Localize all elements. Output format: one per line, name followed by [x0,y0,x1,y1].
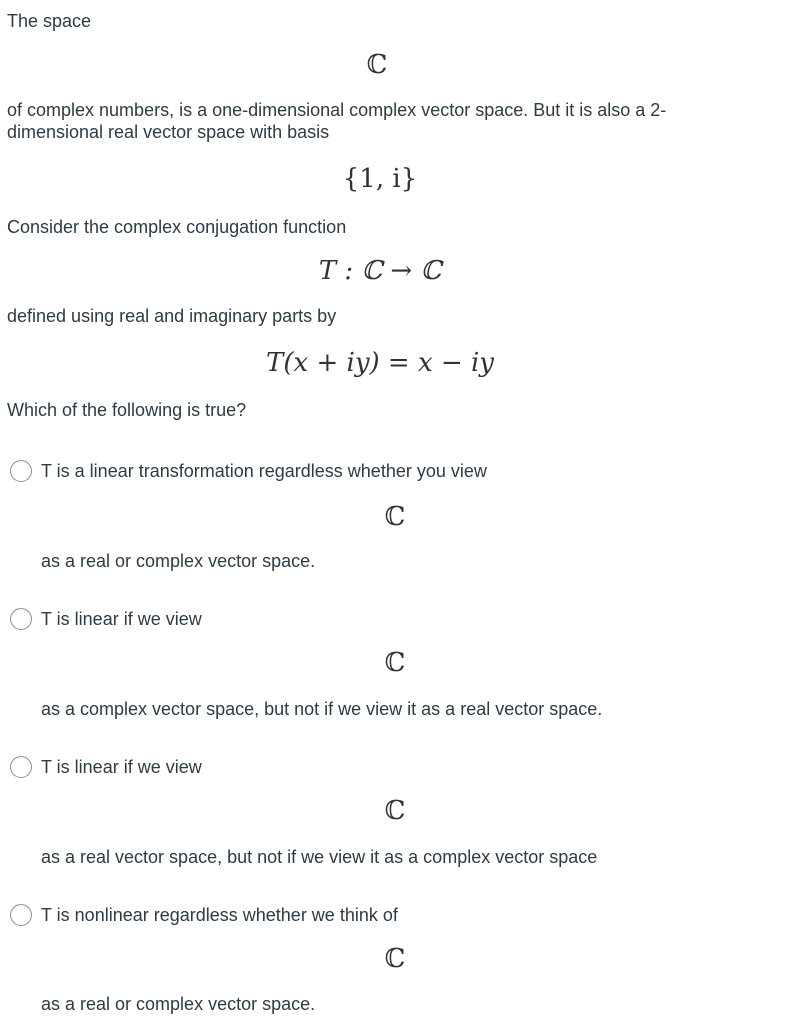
basis-set: {1, i} [342,164,418,194]
complex-set-symbol: ℂ [366,50,388,80]
consider-text: Consider the complex conjugation function [7,217,347,237]
option-label: T is a linear transformation regardless whether you view [41,461,487,481]
answer-option-3[interactable] [10,755,750,779]
question-intro: The space [7,11,92,31]
radio-button[interactable] [10,904,32,926]
question-prompt: Which of the following is true? [7,400,247,420]
option-label: T is linear if we view [41,757,202,777]
radio-button[interactable] [10,608,32,630]
complex-set-symbol: ℂ [384,502,406,532]
answer-option-1[interactable] [10,459,750,483]
radio-button[interactable] [10,460,32,482]
question-description: of complex numbers, is a one-dimensional complex vector space. But it is also a 2-dimensional real vector space with basis [7,100,667,142]
complex-set-symbol: ℂ [384,796,406,826]
radio-button[interactable] [10,756,32,778]
option-trailing-text: as a real or complex vector space. [41,551,316,571]
defined-text: defined using real and imaginary parts by [7,306,337,326]
option-label: T is linear if we view [41,609,202,629]
conjugation-definition: T(x + iy) = x − iy [266,348,494,378]
option-trailing-text: as a complex vector space, but not if we view it as a real vector space. [41,699,603,719]
option-trailing-text: as a real or complex vector space. [41,994,316,1014]
complex-set-symbol: ℂ [384,944,406,974]
option-trailing-text: as a real vector space, but not if we view it as a complex vector space [41,847,598,867]
answer-option-4[interactable] [10,903,750,927]
complex-set-symbol: ℂ [384,648,406,678]
conjugation-map: T : ℂ → ℂ [318,256,442,286]
option-label: T is nonlinear regardless whether we think of [41,905,398,925]
answer-option-2[interactable] [10,607,750,631]
